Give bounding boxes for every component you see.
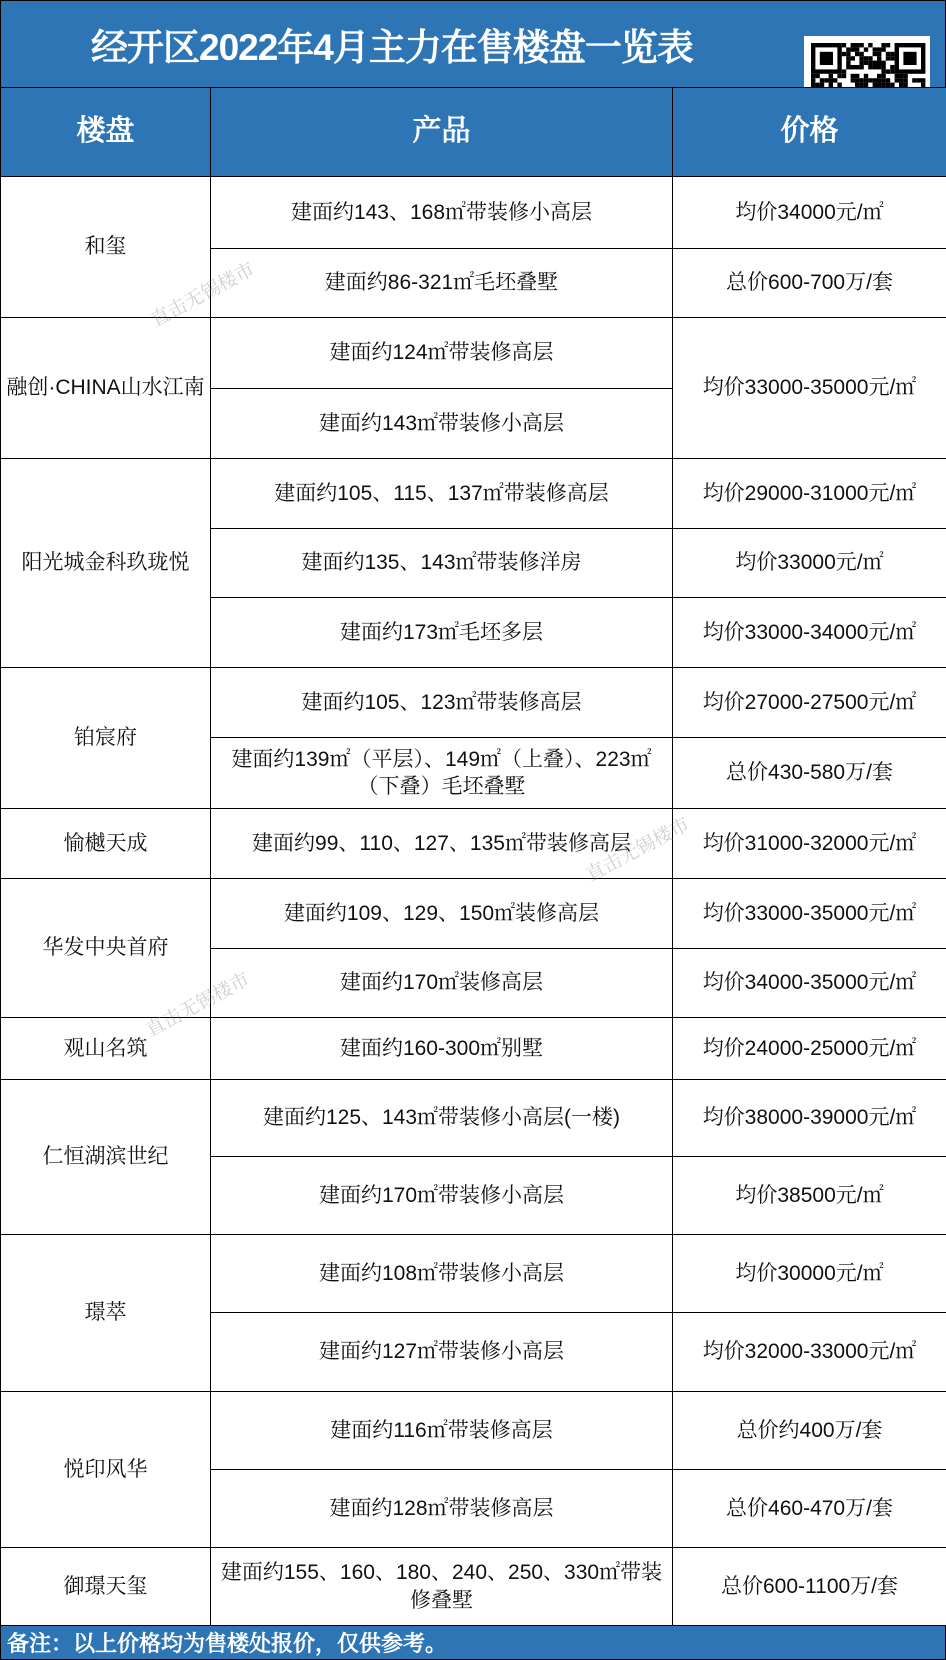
- header-product: 产品: [211, 88, 673, 177]
- product-cell: 建面约139㎡（平层）、149㎡（上叠）、223㎡（下叠）毛坯叠墅: [211, 738, 673, 809]
- product-cell: 建面约105、123㎡带装修高层: [211, 668, 673, 738]
- project-name: 愉樾天成: [1, 809, 211, 879]
- table-row: [1, 177, 946, 249]
- project-name: 观山名筑: [1, 1018, 211, 1080]
- price-cell: 均价33000-35000元/㎡: [673, 879, 946, 949]
- product-cell: 建面约135、143㎡带装修洋房: [211, 529, 673, 598]
- table-row: [1, 1392, 946, 1470]
- price-cell: 均价38500元/㎡: [673, 1157, 946, 1235]
- project-name: 和玺: [1, 177, 211, 318]
- price-cell: 总价460-470万/套: [673, 1470, 946, 1548]
- product-cell: 建面约99、110、127、135㎡带装修高层: [211, 809, 673, 879]
- table-row: [1, 1018, 946, 1080]
- product-cell: 建面约173㎡毛坯多层: [211, 598, 673, 668]
- product-cell: 建面约105、115、137㎡带装修高层: [211, 459, 673, 529]
- price-cell: 总价600-700万/套: [673, 249, 946, 318]
- watermark: 直击无锡楼市: [142, 968, 254, 1042]
- table-row: [1, 459, 946, 529]
- watermark: 直击无锡楼市: [147, 258, 259, 332]
- price-cell: 均价29000-31000元/㎡: [673, 459, 946, 529]
- product-cell: 建面约128㎡带装修高层: [211, 1470, 673, 1548]
- product-cell: 建面约143、168㎡带装修小高层: [211, 177, 673, 249]
- product-cell: 建面约143㎡带装修小高层: [211, 389, 673, 459]
- price-cell: 均价33000-34000元/㎡: [673, 598, 946, 668]
- price-cell: 均价34000元/㎡: [673, 177, 946, 249]
- product-cell: 建面约160-300㎡别墅: [211, 1018, 673, 1080]
- product-cell: 建面约125、143㎡带装修小高层(一楼): [211, 1080, 673, 1157]
- project-name: 阳光城金科玖珑悦: [1, 459, 211, 668]
- product-cell: 建面约155、160、180、240、250、330㎡带装修叠墅: [211, 1548, 673, 1626]
- project-name: 融创·CHINA山水江南: [1, 318, 211, 459]
- price-cell: 均价24000-25000元/㎡: [673, 1018, 946, 1080]
- price-cell: 总价约400万/套: [673, 1392, 946, 1470]
- table-row: [1, 1235, 946, 1313]
- price-cell: 均价30000元/㎡: [673, 1235, 946, 1313]
- price-cell: 均价33000元/㎡: [673, 529, 946, 598]
- header-project: 楼盘: [1, 88, 211, 177]
- project-name: 悦印风华: [1, 1392, 211, 1548]
- table-row: [1, 668, 946, 738]
- project-name: 仁恒湖滨世纪: [1, 1080, 211, 1235]
- price-cell: 均价31000-32000元/㎡: [673, 809, 946, 879]
- price-cell: 均价34000-35000元/㎡: [673, 949, 946, 1018]
- product-cell: 建面约124㎡带装修高层: [211, 318, 673, 389]
- table-row: [1, 318, 946, 389]
- price-cell: 均价38000-39000元/㎡: [673, 1080, 946, 1157]
- listing-table: [0, 87, 946, 1626]
- product-cell: 建面约108㎡带装修小高层: [211, 1235, 673, 1313]
- project-name: 御璟天玺: [1, 1548, 211, 1626]
- page-title: 经开区2022年4月主力在售楼盘一览表: [0, 0, 946, 88]
- table-row: [1, 1548, 946, 1626]
- price-cell: 均价33000-35000元/㎡: [673, 318, 946, 459]
- product-cell: 建面约86-321㎡毛坯叠墅: [211, 249, 673, 318]
- product-cell: 建面约127㎡带装修小高层: [211, 1313, 673, 1392]
- header-price: 价格: [673, 88, 946, 177]
- project-name: 璟萃: [1, 1235, 211, 1392]
- price-cell: 总价430-580万/套: [673, 738, 946, 809]
- table-row: [1, 809, 946, 879]
- price-cell: 均价27000-27500元/㎡: [673, 668, 946, 738]
- product-cell: 建面约170㎡装修高层: [211, 949, 673, 1018]
- footer-note: 备注：以上价格均为售楼处报价，仅供参考。: [0, 1625, 946, 1660]
- table-row: [1, 879, 946, 949]
- table-row: [1, 1080, 946, 1157]
- price-cell: 总价600-1100万/套: [673, 1548, 946, 1626]
- product-cell: 建面约109、129、150㎡装修高层: [211, 879, 673, 949]
- product-cell: 建面约116㎡带装修高层: [211, 1392, 673, 1470]
- price-cell: 均价32000-33000元/㎡: [673, 1313, 946, 1392]
- product-cell: 建面约170㎡带装修小高层: [211, 1157, 673, 1235]
- project-name: 铂宸府: [1, 668, 211, 809]
- project-name: 华发中央首府: [1, 879, 211, 1018]
- watermark: 直击无锡楼市: [582, 813, 694, 887]
